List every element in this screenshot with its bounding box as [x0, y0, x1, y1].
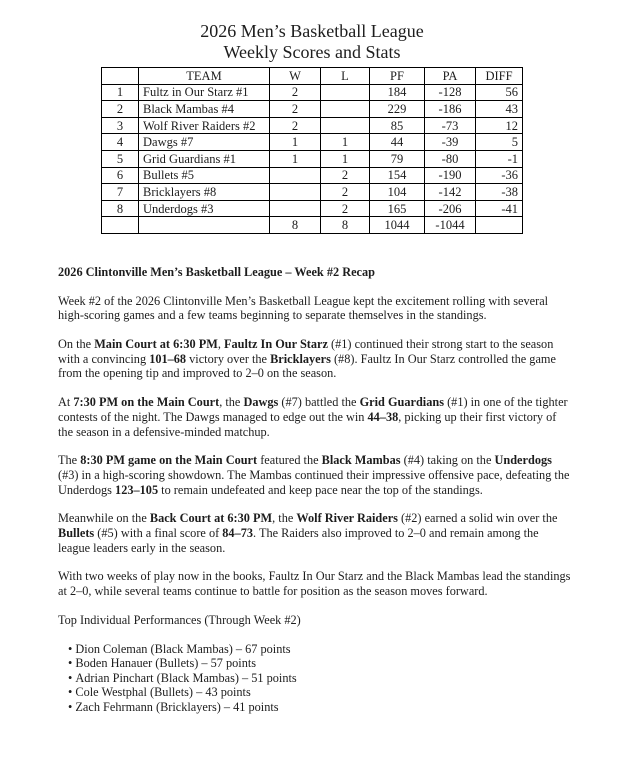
diff-cell: [476, 217, 523, 234]
diff-cell: 43: [476, 101, 523, 118]
w-cell: 2: [270, 84, 321, 101]
body-text: With two weeks of play now in the books, Faultz In Our Starz and the Black Mambas lead the standings at 2–0, while several teams continue to battle for position as the season moves forward.: [58, 569, 571, 599]
totals-row: [102, 217, 523, 234]
table-row: [102, 117, 523, 134]
body-text: ,: [217, 337, 224, 352]
rank-cell: 2: [102, 101, 139, 118]
bold-text: Bricklayers: [270, 351, 331, 366]
w-cell: [270, 200, 321, 217]
performance-item: • Zach Fehrmann (Bricklayers) – 41 points: [68, 700, 572, 715]
team-cell: Dawgs #7: [139, 134, 270, 151]
recap-section: [58, 265, 572, 714]
pf-cell: 79: [370, 150, 425, 167]
diff-cell: -38: [476, 184, 523, 201]
body-text: (#8). Faultz In Our Starz controlled the game from the opening tip and improved to 2–0 on the season.: [58, 351, 556, 381]
pa-cell: -206: [425, 200, 476, 217]
body-text: (#1) continued their strong start to the season with a convincing: [58, 337, 554, 366]
recap-paragraph: [58, 511, 572, 555]
rank-cell: 6: [102, 167, 139, 184]
pf-cell: 1044: [370, 217, 425, 234]
table-row: [102, 84, 523, 101]
table-row: [102, 134, 523, 151]
diff-cell: 5: [476, 134, 523, 151]
l-cell: [321, 84, 370, 101]
recap-paragraph: [58, 294, 572, 323]
diff-cell: 12: [476, 117, 523, 134]
l-cell: 2: [321, 167, 370, 184]
bold-text: Main Court at 6:30 PM: [94, 337, 218, 352]
recap-paragraph: [58, 453, 572, 497]
pa-cell: -80: [425, 150, 476, 167]
pa-cell: -142: [425, 184, 476, 201]
table-row: [102, 167, 523, 184]
pf-cell: 44: [370, 134, 425, 151]
recap-paragraphs: [58, 294, 572, 599]
bold-text: 8:30 PM game on the Main Court: [80, 453, 258, 468]
diff-cell: -36: [476, 167, 523, 184]
table-row: [102, 150, 523, 167]
bold-text: Wolf River Raiders: [296, 511, 398, 526]
body-text: featured the: [257, 453, 322, 468]
pf-cell: 165: [370, 200, 425, 217]
team-cell: Bricklayers #8: [139, 184, 270, 201]
bold-text: 123–105: [115, 482, 159, 497]
pf-cell: 229: [370, 101, 425, 118]
header-wins: W: [270, 68, 321, 85]
body-text: Meanwhile on the: [58, 511, 150, 526]
l-cell: [321, 117, 370, 134]
pf-cell: 184: [370, 84, 425, 101]
pa-cell: -128: [425, 84, 476, 101]
standings-table-body: [102, 84, 523, 233]
body-text: (#3) in a high-scoring showdown. The Mambas continued their impressive offensive pace, defeating the Underdogs: [58, 467, 570, 497]
body-text: (#7) battled the: [278, 395, 360, 410]
body-text: Week #2 of the 2026 Clintonville Men’s Basketball League kept the excitement rolling with several high-scoring games and a few teams beginning to separate themselves in the standings.: [58, 293, 549, 323]
body-text: , the: [219, 395, 244, 410]
l-cell: 2: [321, 184, 370, 201]
header-points-against: PA: [425, 68, 476, 85]
rank-cell: 5: [102, 150, 139, 167]
performance-item: • Cole Westphal (Bullets) – 43 points: [68, 685, 572, 700]
body-text: The: [58, 453, 81, 468]
pa-cell: -39: [425, 134, 476, 151]
document-header: [0, 0, 624, 63]
performances-list: [58, 642, 572, 715]
recap-paragraph: [58, 569, 572, 598]
table-row: [102, 200, 523, 217]
standings-table: [101, 67, 523, 234]
body-text: , the: [272, 511, 297, 526]
performances-heading: Top Individual Performances (Through Week #2): [58, 612, 301, 627]
l-cell: 8: [321, 217, 370, 234]
team-cell: Grid Guardians #1: [139, 150, 270, 167]
body-text: victory over the: [186, 351, 271, 366]
body-text: (#5) with a final score of: [94, 526, 223, 541]
team-cell: Wolf River Raiders #2: [139, 117, 270, 134]
body-text: (#4) taking on the: [400, 453, 495, 468]
body-text: to remain undefeated and keep pace near the top of the standings.: [158, 482, 483, 497]
w-cell: 2: [270, 101, 321, 118]
bold-text: Underdogs: [494, 453, 552, 468]
performance-item: • Adrian Pinchart (Black Mambas) – 51 points: [68, 671, 572, 686]
header-rank: [102, 68, 139, 85]
body-text: . The Raiders also improved to 2–0 and remain among the league leaders early in the season.: [58, 526, 539, 555]
bold-text: Bullets: [58, 526, 95, 541]
header-team: TEAM: [139, 68, 270, 85]
pa-cell: -1044: [425, 217, 476, 234]
pf-cell: 104: [370, 184, 425, 201]
page-subtitle: Weekly Scores and Stats: [223, 42, 401, 62]
header-diff: DIFF: [476, 68, 523, 85]
pf-cell: 154: [370, 167, 425, 184]
header-row: [102, 68, 523, 85]
w-cell: 1: [270, 134, 321, 151]
bold-text: 7:30 PM on the Main Court: [73, 395, 220, 410]
rank-cell: 4: [102, 134, 139, 151]
diff-cell: 56: [476, 84, 523, 101]
rank-cell: 3: [102, 117, 139, 134]
l-cell: [321, 101, 370, 118]
bold-text: Dawgs: [243, 395, 279, 410]
body-text: (#2) earned a solid win over the: [397, 511, 558, 526]
w-cell: 8: [270, 217, 321, 234]
rank-cell: 8: [102, 200, 139, 217]
w-cell: [270, 184, 321, 201]
body-text: On the: [58, 337, 95, 352]
bold-text: Faultz In Our Starz: [224, 337, 328, 352]
l-cell: 2: [321, 200, 370, 217]
rank-cell: 1: [102, 84, 139, 101]
pa-cell: -190: [425, 167, 476, 184]
w-cell: 1: [270, 150, 321, 167]
pa-cell: -186: [425, 101, 476, 118]
team-cell: Fultz in Our Starz #1: [139, 84, 270, 101]
l-cell: 1: [321, 150, 370, 167]
l-cell: 1: [321, 134, 370, 151]
pa-cell: -73: [425, 117, 476, 134]
bold-text: 101–68: [149, 351, 187, 366]
header-losses: L: [321, 68, 370, 85]
body-text: At: [58, 395, 74, 410]
pf-cell: 85: [370, 117, 425, 134]
standings-table-header: [102, 68, 523, 85]
w-cell: [270, 167, 321, 184]
recap-paragraph: [58, 337, 572, 381]
rank-cell: 7: [102, 184, 139, 201]
team-cell: Black Mambas #4: [139, 101, 270, 118]
team-cell: Underdogs #3: [139, 200, 270, 217]
recap-paragraph: [58, 395, 572, 439]
bold-text: 84–73: [222, 526, 254, 541]
bold-text: Black Mambas: [321, 453, 401, 468]
body-text: (#1) in one of the tighter contests of the night. The Dawgs managed to edge out the win: [58, 395, 568, 424]
rank-cell: [102, 217, 139, 234]
w-cell: 2: [270, 117, 321, 134]
team-cell: [139, 217, 270, 234]
recap-heading: 2026 Clintonville Men’s Basketball League – Week #2 Recap: [58, 264, 375, 279]
diff-cell: -1: [476, 150, 523, 167]
diff-cell: -41: [476, 200, 523, 217]
performance-item: • Boden Hanauer (Bullets) – 57 points: [68, 656, 572, 671]
bold-text: 44–38: [367, 409, 399, 424]
bold-text: Back Court at 6:30 PM: [149, 511, 273, 526]
bold-text: Grid Guardians: [359, 395, 444, 410]
page-title: 2026 Men’s Basketball League: [200, 21, 424, 41]
performance-item: • Dion Coleman (Black Mambas) – 67 points: [68, 642, 572, 657]
body-text: , picking up their first victory of the season in a defensive-minded matchup.: [58, 409, 557, 439]
table-row: [102, 101, 523, 118]
table-row: [102, 184, 523, 201]
team-cell: Bullets #5: [139, 167, 270, 184]
header-points-for: PF: [370, 68, 425, 85]
